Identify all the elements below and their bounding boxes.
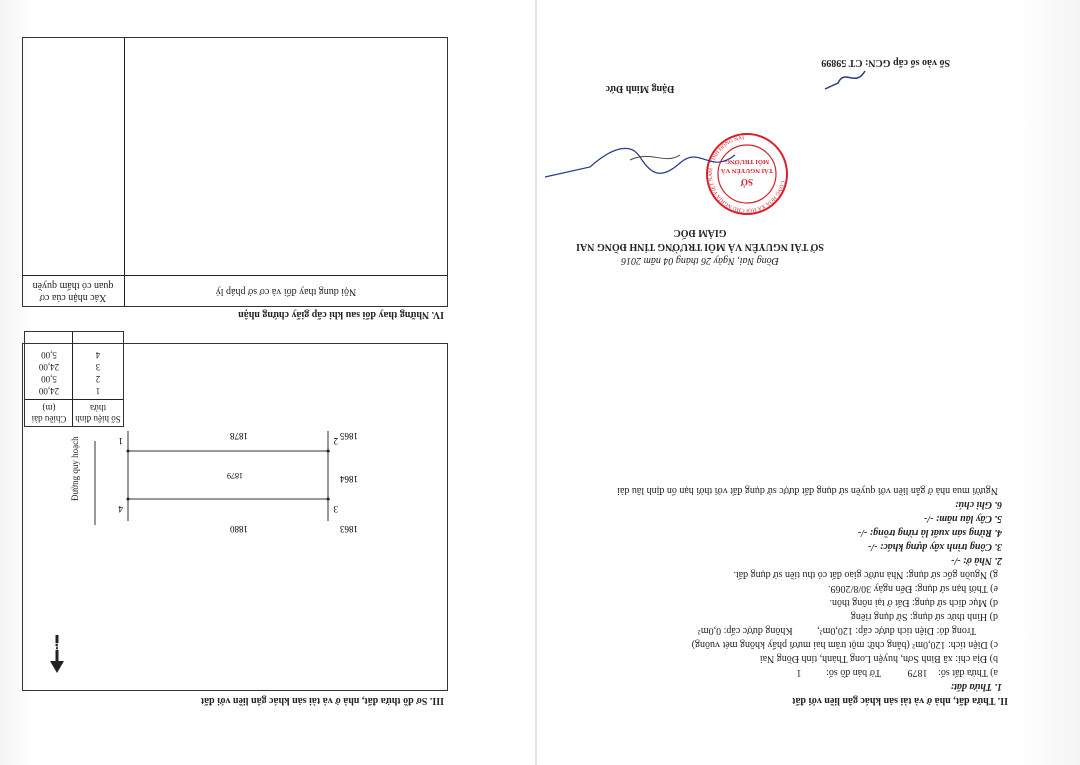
changes-table xyxy=(22,37,448,307)
nha-o: 2. Nhà ở: -/- xyxy=(951,555,1002,566)
to-ban-do-label: Tờ bản đồ số: xyxy=(826,667,882,678)
road-label: Đường quy hoạch xyxy=(70,436,80,501)
date-line: Đồng Nai, Ngày 26 tháng 04 năm 2016 xyxy=(621,255,779,266)
ghi-chu-text: Người mua nhà ở gắn liền với quyền sử dụng đất được sử dụng đất với thời hạn ổn định lâu dài xyxy=(617,485,998,496)
stamp-inner-2: TÀI NGUYÊN VÀ xyxy=(720,167,774,174)
table-cell-num: 3 xyxy=(95,362,101,372)
table-header-length: Chiều dài (m) xyxy=(31,403,67,424)
parcel-label: 1878 xyxy=(230,431,248,441)
nguon-goc-su-dung: g) Nguồn gốc sử dụng: Nhà nước giao đất có thu tiền sử dụng đất. xyxy=(733,569,998,580)
vertex-label: 4 xyxy=(118,504,123,514)
dien-tich-duoc-cap: Trong đó: Diện tích được cấp: 120,0m², xyxy=(817,625,976,636)
section-iv-heading: IV. Những thay đổi sau khi cấp giấy chứng nhận xyxy=(238,309,444,320)
cong-trinh-xay-dung: 3. Công trình xây dựng khác: -/- xyxy=(867,541,1002,552)
table-cell-num: 1 xyxy=(95,386,101,396)
initial-mark xyxy=(820,63,870,93)
table-header-vertex: Số hiệu đỉnh thửa xyxy=(75,403,121,424)
parcel-label: 1880 xyxy=(230,524,248,534)
parcel-label: 1863 xyxy=(340,524,358,534)
stamp-outer-text: CỘNG HÒA XÃ HỘI CHỦ NGHĨA VIỆT NAM · TỈNH ĐỒNG NAI xyxy=(707,135,786,214)
muc-dich-su-dung: d) Mục đích sử dụng: Đất ở tại nông thôn. xyxy=(829,597,998,608)
table-cell-num: 2 xyxy=(95,374,101,384)
vertex-label: 2 xyxy=(333,436,338,446)
col-change-header: Nội dung thay đổi và cơ sở pháp lý xyxy=(215,286,357,297)
parcel-label: 1864 xyxy=(340,474,358,484)
thua-dat-heading: 1. Thửa đất: xyxy=(950,681,1002,692)
thoi-han-su-dung: e) Thời hạn sử dụng: Đến ngày 30/8/2069. xyxy=(828,583,998,594)
vertex-label: 3 xyxy=(333,504,338,514)
col-confirm-header-1: Xác nhận của cơ xyxy=(39,292,107,303)
col-confirm-header-2: quan có thẩm quyền xyxy=(32,280,114,291)
dien-tich: c) Diện tích: 120,0m² (bằng chữ: một trăm hai mươi phẩy không mét vuông) xyxy=(691,639,998,650)
position-title: GIÁM ĐỐC xyxy=(673,227,727,238)
page-fold xyxy=(535,0,537,765)
ghi-chu-heading: 6. Ghi chú: xyxy=(955,499,1002,510)
section-iii-heading: III. Sơ đồ thửa đất, nhà ở và tài sản khác gắn liền với đất xyxy=(200,695,444,706)
dia-chi: b) Địa chỉ: xã Bình Sơn, huyện Long Thành, tỉnh Đồng Nai xyxy=(759,653,998,664)
thua-dat-so-label: a) Thửa đất số: xyxy=(938,667,998,678)
vertex-label: 1 xyxy=(118,436,123,446)
thua-dat-so-value: 1879 xyxy=(907,667,928,678)
north-arrow-icon xyxy=(50,635,64,673)
signer-name: Đặng Minh Đức xyxy=(605,83,675,94)
table-cell-len: 24,00 xyxy=(38,386,60,396)
table-cell-num: 4 xyxy=(95,350,101,360)
north-label: B xyxy=(53,640,61,652)
table-cell-len: 5,00 xyxy=(41,374,57,384)
authority-name: SỞ TÀI NGUYÊN VÀ MÔI TRƯỜNG TỈNH ĐỒNG NAI xyxy=(576,241,824,252)
trong-do-row xyxy=(698,624,976,637)
section-ii-heading: II. Thửa đất, nhà ở và tài sản khác gắn liền với đất xyxy=(792,695,1008,706)
vertex-length-table xyxy=(24,331,124,427)
stamp-inner-1: SỞ xyxy=(740,177,754,187)
page-shadow xyxy=(1020,0,1080,765)
parcel-label: 1879 xyxy=(227,471,243,480)
stamp-inner-3: MÔI TRƯỜNG xyxy=(724,158,770,165)
thua-dat-so-row xyxy=(797,666,998,679)
table-cell-len: 24,00 xyxy=(38,362,60,372)
khong-duoc-cap: Không được cấp: 0,0m² xyxy=(697,625,793,636)
parcel-label: 1865 xyxy=(340,431,358,441)
to-ban-do-value: 1 xyxy=(796,667,802,678)
table-cell-len: 5,00 xyxy=(41,350,57,360)
rung-san-xuat: 4. Rừng sản xuất là rừng trồng: -/- xyxy=(857,527,1002,538)
hinh-thuc-su-dung: d) Hình thức sử dụng: Sử dụng riêng xyxy=(850,611,998,622)
cay-lau-nam: 5. Cây lâu năm: -/- xyxy=(923,513,1002,524)
so-vao-so: Số vào sổ cấp GCN: CT 59899 xyxy=(821,57,950,68)
signature-stroke xyxy=(540,135,740,185)
